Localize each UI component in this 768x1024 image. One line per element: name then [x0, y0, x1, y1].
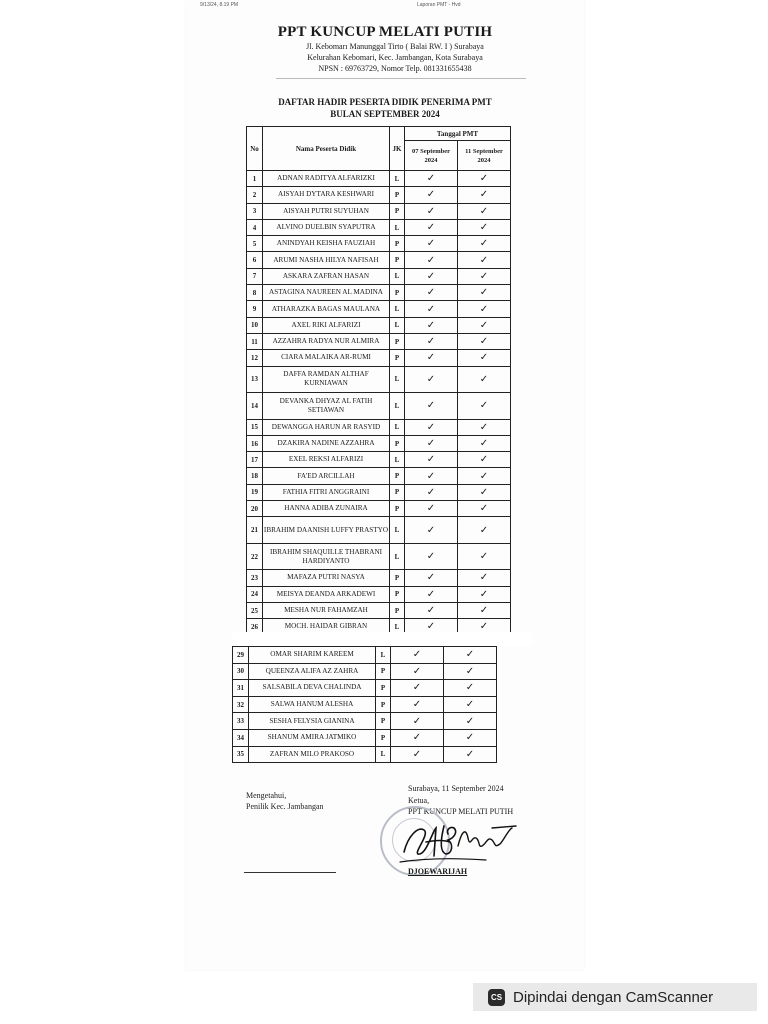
- row-number: 15: [247, 419, 263, 435]
- org-name: PPT KUNCUP MELATI PUTIH: [277, 24, 493, 40]
- attendance-check-date-2: ✓: [458, 252, 511, 268]
- student-name: ASKARA ZAFRAN HASAN: [263, 268, 390, 284]
- attendance-check-date-1: ✓: [405, 501, 458, 517]
- student-name: FATHIA FITRI ANGGRAINI: [263, 484, 390, 500]
- table-row: [247, 570, 511, 586]
- student-name: DEWANGGA HARUN AR RASYID: [263, 419, 390, 435]
- student-gender: P: [376, 663, 391, 680]
- student-name: QUEENZA ALIFA AZ ZAHRA: [249, 663, 376, 680]
- header-date-2: 11 September 2024: [458, 141, 511, 171]
- student-name: DEVANKA DHYAZ AL FATIH SETIAWAN: [263, 393, 390, 420]
- org-address-1: Jl. Kebomarı Manunggal Tirto ( Balai RW. I ) Surabaya: [306, 42, 484, 51]
- row-number: 16: [247, 435, 263, 451]
- attendance-check-date-1: ✓: [405, 350, 458, 366]
- attendance-check-date-1: ✓: [391, 647, 444, 664]
- table-row: [247, 268, 511, 284]
- student-gender: L: [390, 317, 405, 333]
- row-number: 5: [247, 236, 263, 252]
- student-name: AZZAHRA RADYA NUR ALMIRA: [263, 333, 390, 349]
- student-name: ATHARAZKA BAGAS MAULANA: [263, 301, 390, 317]
- row-number: 35: [233, 746, 249, 763]
- table-row: [247, 236, 511, 252]
- attendance-check-date-2: ✓: [458, 517, 511, 544]
- student-name: MEISYA DEANDA ARKADEWI: [263, 586, 390, 602]
- attendance-check-date-1: ✓: [405, 219, 458, 235]
- row-number: 6: [247, 252, 263, 268]
- student-name: AISYAH DYTARA KESHWARI: [263, 187, 390, 203]
- attendance-check-date-1: ✓: [391, 696, 444, 713]
- table-row: [247, 187, 511, 203]
- row-number: 21: [247, 517, 263, 544]
- student-name: DAFFA RAMDAN ALTHAF KURNIAWAN: [263, 366, 390, 393]
- row-number: 30: [233, 663, 249, 680]
- table-row: [247, 317, 511, 333]
- attendance-check-date-1: ✓: [405, 285, 458, 301]
- header-date-1: 07 September 2024: [405, 141, 458, 171]
- attendance-check-date-1: ✓: [405, 468, 458, 484]
- row-number: 25: [247, 602, 263, 618]
- attendance-check-date-2: ✓: [458, 570, 511, 586]
- attendance-check-date-2: ✓: [458, 268, 511, 284]
- student-gender: P: [390, 586, 405, 602]
- table-row: [247, 419, 511, 435]
- student-gender: L: [390, 301, 405, 317]
- attendance-check-date-2: ✓: [458, 393, 511, 420]
- student-gender: L: [390, 419, 405, 435]
- student-gender: L: [390, 366, 405, 393]
- row-number: 13: [247, 366, 263, 393]
- student-gender: P: [390, 285, 405, 301]
- chair-name: DJOEWARIJAH: [408, 867, 468, 876]
- acknowledged-label: Mengetahui,: [246, 791, 287, 800]
- attendance-check-date-1: ✓: [405, 517, 458, 544]
- student-name: OMAR SHARIM KAREEM: [249, 647, 376, 664]
- student-gender: P: [390, 252, 405, 268]
- attendance-check-date-2: ✓: [458, 187, 511, 203]
- row-number: 33: [233, 713, 249, 730]
- row-number: 34: [233, 729, 249, 746]
- scan-doc-title: Laporan PMT - Hvd: [417, 2, 461, 8]
- chair-org: PPT KUNCUP MELATI PUTIH: [408, 807, 514, 816]
- student-name: MOCH. HAIDAR GIBRAN: [263, 619, 390, 635]
- attendance-check-date-2: ✓: [458, 317, 511, 333]
- student-gender: L: [390, 268, 405, 284]
- attendance-check-date-2: ✓: [444, 746, 497, 763]
- student-name: IBRAHIM DAANISH LUFFY PRASTYO: [263, 517, 390, 544]
- table-row: [247, 219, 511, 235]
- attendance-check-date-2: ✓: [458, 543, 511, 570]
- student-gender: P: [390, 602, 405, 618]
- student-gender: P: [376, 713, 391, 730]
- attendance-check-date-1: ✓: [405, 619, 458, 635]
- row-number: 2: [247, 187, 263, 203]
- row-number: 19: [247, 484, 263, 500]
- scan-date-time: 9/13/24, 8.19 PM: [200, 2, 239, 8]
- attendance-check-date-2: ✓: [458, 419, 511, 435]
- student-gender: P: [390, 501, 405, 517]
- attendance-check-date-2: ✓: [458, 285, 511, 301]
- attendance-check-date-1: ✓: [405, 570, 458, 586]
- student-name: IBRAHIM SHAQUILLE THABRANI HARDIYANTO: [263, 543, 390, 570]
- attendance-check-date-1: ✓: [405, 187, 458, 203]
- student-name: SALWA HANUM ALESHA: [249, 696, 376, 713]
- student-name: EXEL REKSI ALFARIZI: [263, 452, 390, 468]
- attendance-table-top: [246, 126, 511, 636]
- row-number: 10: [247, 317, 263, 333]
- table-row: [247, 586, 511, 602]
- student-name: AXEL RIKI ALFARIZI: [263, 317, 390, 333]
- row-number: 22: [247, 543, 263, 570]
- table-row: [247, 501, 511, 517]
- table-row: [247, 452, 511, 468]
- table-row: [233, 746, 497, 763]
- student-gender: L: [390, 171, 405, 187]
- table-row: [233, 729, 497, 746]
- row-number: 29: [233, 647, 249, 664]
- attendance-check-date-2: ✓: [458, 219, 511, 235]
- attendance-check-date-2: ✓: [458, 203, 511, 219]
- attendance-check-date-1: ✓: [405, 317, 458, 333]
- org-npsn: NPSN : 69763729, Nomor Telp. 081331655438: [318, 64, 472, 73]
- table-row: [233, 696, 497, 713]
- attendance-check-date-2: ✓: [458, 301, 511, 317]
- student-gender: P: [390, 468, 405, 484]
- row-number: 4: [247, 219, 263, 235]
- student-gender: P: [376, 680, 391, 697]
- student-gender: P: [390, 350, 405, 366]
- header-divider: [276, 78, 526, 79]
- student-gender: P: [390, 236, 405, 252]
- attendance-check-date-2: ✓: [444, 663, 497, 680]
- camscanner-watermark: [473, 983, 757, 1011]
- student-name: ALVINO DUELBIN SYAPUTRA: [263, 219, 390, 235]
- attendance-table-bottom: [232, 646, 497, 763]
- row-number: 1: [247, 171, 263, 187]
- row-number: 7: [247, 268, 263, 284]
- student-name: ASTAGINA NAUREEN AL MADINA: [263, 285, 390, 301]
- student-name: FA'ED ARCILLAH: [263, 468, 390, 484]
- attendance-check-date-2: ✓: [458, 484, 511, 500]
- table-row: [247, 468, 511, 484]
- row-number: 14: [247, 393, 263, 420]
- attendance-check-date-1: ✓: [391, 713, 444, 730]
- row-number: 24: [247, 586, 263, 602]
- student-name: ARUMI NASHA HILYA NAFISAH: [263, 252, 390, 268]
- attendance-check-date-2: ✓: [458, 366, 511, 393]
- table-row: [247, 543, 511, 570]
- student-gender: L: [390, 517, 405, 544]
- attendance-check-date-1: ✓: [405, 452, 458, 468]
- attendance-check-date-1: ✓: [391, 746, 444, 763]
- student-gender: P: [390, 333, 405, 349]
- attendance-check-date-1: ✓: [405, 435, 458, 451]
- attendance-check-date-1: ✓: [391, 663, 444, 680]
- camscanner-icon: CS: [488, 989, 505, 1006]
- attendance-check-date-1: ✓: [405, 366, 458, 393]
- penilik-signature-line: [244, 872, 336, 873]
- table-row: [247, 602, 511, 618]
- attendance-check-date-2: ✓: [458, 350, 511, 366]
- attendance-check-date-1: ✓: [405, 333, 458, 349]
- attendance-check-date-1: ✓: [405, 393, 458, 420]
- doc-title-line1: DAFTAR HADIR PESERTA DIDIK PENERIMA PMT: [278, 97, 492, 107]
- attendance-check-date-1: ✓: [391, 680, 444, 697]
- attendance-check-date-2: ✓: [458, 619, 511, 635]
- doc-title-line2: BULAN SEPTEMBER 2024: [330, 109, 440, 119]
- attendance-check-date-2: ✓: [444, 680, 497, 697]
- row-number: 32: [233, 696, 249, 713]
- student-gender: P: [390, 484, 405, 500]
- student-name: HANNA ADIBA ZUNAIRA: [263, 501, 390, 517]
- attendance-check-date-2: ✓: [444, 647, 497, 664]
- attendance-check-date-1: ✓: [405, 171, 458, 187]
- attendance-check-date-2: ✓: [458, 333, 511, 349]
- attendance-check-date-2: ✓: [458, 452, 511, 468]
- attendance-check-date-2: ✓: [458, 586, 511, 602]
- table-row: [247, 252, 511, 268]
- header-no: No: [247, 127, 263, 171]
- student-gender: L: [390, 219, 405, 235]
- attendance-check-date-1: ✓: [391, 729, 444, 746]
- table-row: [233, 663, 497, 680]
- row-number: 8: [247, 285, 263, 301]
- student-gender: P: [390, 203, 405, 219]
- table-row: [247, 350, 511, 366]
- student-name: CIARA MALAIKA AR-RUMI: [263, 350, 390, 366]
- table-row: [247, 517, 511, 544]
- student-gender: P: [390, 187, 405, 203]
- attendance-check-date-1: ✓: [405, 484, 458, 500]
- attendance-check-date-1: ✓: [405, 586, 458, 602]
- student-name: MAFAZA PUTRI NASYA: [263, 570, 390, 586]
- header-tanggal-pmt: Tanggal PMT: [405, 127, 511, 141]
- place-date: Surabaya, 11 September 2024: [408, 784, 504, 793]
- table-row: [247, 203, 511, 219]
- attendance-check-date-1: ✓: [405, 252, 458, 268]
- attendance-check-date-2: ✓: [458, 236, 511, 252]
- student-name: DZAKIRA NADINE AZZAHRA: [263, 435, 390, 451]
- attendance-check-date-1: ✓: [405, 268, 458, 284]
- attendance-check-date-2: ✓: [444, 713, 497, 730]
- attendance-check-date-1: ✓: [405, 602, 458, 618]
- row-number: 3: [247, 203, 263, 219]
- org-address-2: Kelurahan Kebomari, Kec. Jambangan, Kota Surabaya: [307, 53, 483, 62]
- student-name: ZAFRAN MILO PRAKOSO: [249, 746, 376, 763]
- student-gender: L: [390, 393, 405, 420]
- attendance-check-date-2: ✓: [458, 435, 511, 451]
- attendance-check-date-2: ✓: [458, 602, 511, 618]
- row-number: 9: [247, 301, 263, 317]
- handwritten-signature: [396, 818, 526, 864]
- row-number: 18: [247, 468, 263, 484]
- table-row: [233, 713, 497, 730]
- penilik-label: Penilik Kec. Jambangan: [246, 802, 324, 811]
- table-row: [247, 171, 511, 187]
- attendance-check-date-2: ✓: [444, 696, 497, 713]
- table-row: [247, 285, 511, 301]
- attendance-check-date-1: ✓: [405, 543, 458, 570]
- attendance-check-date-2: ✓: [444, 729, 497, 746]
- row-number: 20: [247, 501, 263, 517]
- student-name: AISYAH PUTRI SUYUHAN: [263, 203, 390, 219]
- row-number: 17: [247, 452, 263, 468]
- row-number: 26: [247, 619, 263, 635]
- table-row: [247, 435, 511, 451]
- table-row: [233, 680, 497, 697]
- student-gender: L: [376, 647, 391, 664]
- row-number: 23: [247, 570, 263, 586]
- table-row: [233, 647, 497, 664]
- table-row: [247, 393, 511, 420]
- student-name: MESHA NUR FAHAMZAH: [263, 602, 390, 618]
- attendance-check-date-1: ✓: [405, 203, 458, 219]
- student-gender: P: [376, 729, 391, 746]
- header-name: Nama Peserta Didik: [263, 127, 390, 171]
- student-name: SHANUM AMIRA JATMIKO: [249, 729, 376, 746]
- row-number: 31: [233, 680, 249, 697]
- attendance-check-date-1: ✓: [405, 301, 458, 317]
- table-row: [247, 484, 511, 500]
- attendance-check-date-1: ✓: [405, 419, 458, 435]
- student-gender: P: [390, 570, 405, 586]
- attendance-check-date-2: ✓: [458, 501, 511, 517]
- header-jk: JK: [390, 127, 405, 171]
- row-number: 11: [247, 333, 263, 349]
- table-row: [247, 301, 511, 317]
- attendance-check-date-2: ✓: [458, 171, 511, 187]
- student-name: ADNAN RADITYA ALFARIZKI: [263, 171, 390, 187]
- table-row: [247, 333, 511, 349]
- student-gender: L: [390, 619, 405, 635]
- student-name: SALSABILA DEVA CHALINDA: [249, 680, 376, 697]
- camscanner-text: Dipindai dengan CamScanner: [513, 988, 714, 1006]
- student-name: SESHA FELYSIA GIANINA: [249, 713, 376, 730]
- row-number: 12: [247, 350, 263, 366]
- student-gender: L: [376, 746, 391, 763]
- student-gender: P: [376, 696, 391, 713]
- student-gender: L: [390, 543, 405, 570]
- table-row: [247, 366, 511, 393]
- student-gender: P: [390, 435, 405, 451]
- chair-role: Ketua,: [408, 796, 430, 805]
- attendance-check-date-1: ✓: [405, 236, 458, 252]
- page-fold-gap: [232, 632, 532, 646]
- attendance-check-date-2: ✓: [458, 468, 511, 484]
- student-name: ANINDYAH KEISHA FAUZIAH: [263, 236, 390, 252]
- student-gender: L: [390, 452, 405, 468]
